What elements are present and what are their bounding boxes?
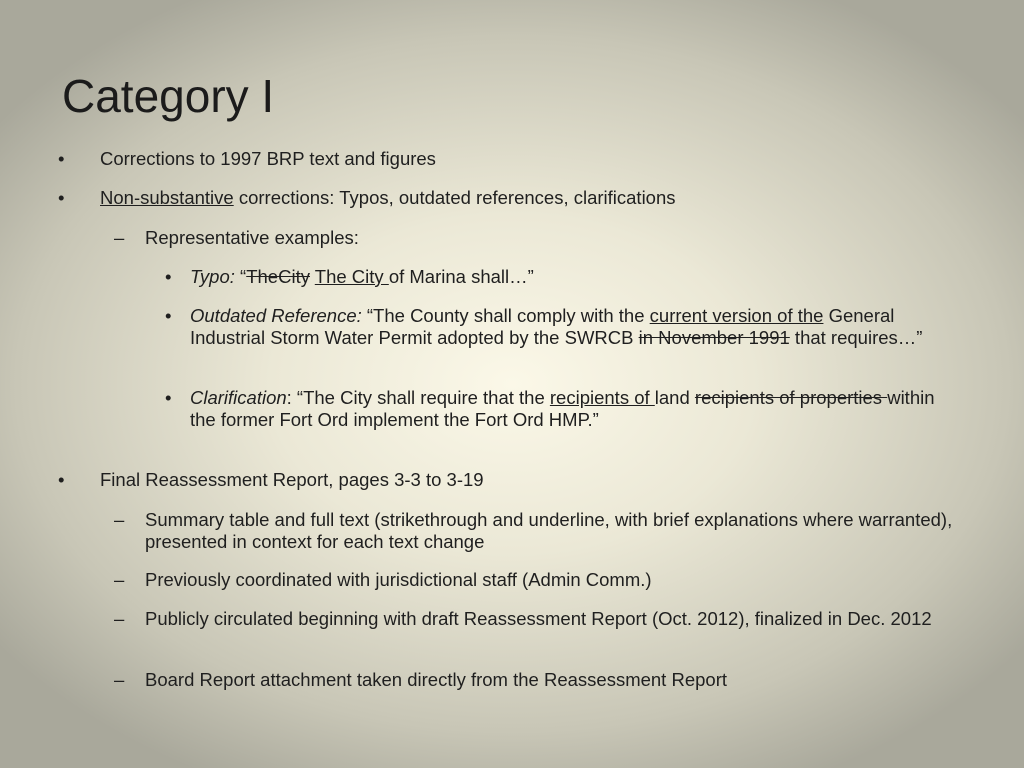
bullet-marker: • <box>165 387 172 408</box>
inserted-text: recipients of <box>549 387 655 408</box>
underlined-term: Non-substantive <box>100 187 234 208</box>
bullet-non-substantive <box>58 187 960 209</box>
bullet-final-reassessment-report <box>58 469 960 491</box>
sub-bullet-publicly-circulated <box>114 608 975 630</box>
sub-bullet-text: Board Report attachment taken directly from the Reassessment Report <box>145 669 727 690</box>
bullet-text: Final Reassessment Report, pages 3-3 to 3-19 <box>100 469 484 490</box>
example-label: Outdated Reference: <box>190 305 362 326</box>
dash-marker: – <box>114 669 125 690</box>
example-text: General Industrial Storm Water Permit adopted by the SWRCB <box>190 305 895 348</box>
example-text: that requires…” <box>789 327 923 348</box>
example-label: Clarification <box>190 387 287 408</box>
inserted-text: The City <box>314 266 389 287</box>
example-label: Typo: <box>190 266 235 287</box>
struck-text: recipients of properties <box>694 387 888 408</box>
example-text: within the former Fort Ord implement the Fort Ord HMP.” <box>190 387 935 430</box>
inserted-text: current version of the <box>649 305 824 326</box>
bullet-text: corrections: Typos, outdated references, clarifications <box>233 187 676 208</box>
struck-text: in November 1991 <box>638 327 790 348</box>
sub-bullet-text: Representative examples: <box>145 227 359 248</box>
sub-bullet-representative-examples <box>114 227 975 249</box>
sub-bullet-previously-coordinated <box>114 569 975 591</box>
example-text: : “The City shall require that the <box>286 387 550 408</box>
bullet-marker: • <box>58 187 65 208</box>
bullet-text: Corrections to 1997 BRP text and figures <box>100 148 436 169</box>
dash-marker: – <box>114 509 125 530</box>
example-text: “ <box>234 266 247 287</box>
bullet-marker: • <box>58 148 65 169</box>
sub-bullet-text: Previously coordinated with jurisdictional staff (Admin Comm.) <box>145 569 652 590</box>
bullet-corrections <box>58 148 960 170</box>
example-text: “The County shall comply with the <box>361 305 650 326</box>
dash-marker: – <box>114 569 125 590</box>
sub-bullet-summary-table <box>114 509 975 553</box>
example-outdated-reference <box>165 305 950 349</box>
example-clarification <box>165 387 950 431</box>
sub-bullet-text: Summary table and full text (strikethrough and underline, with brief explanations where warranted), presented in context for each text change <box>145 509 953 552</box>
dash-marker: – <box>114 227 125 248</box>
struck-text: TheCity <box>246 266 310 287</box>
dash-marker: – <box>114 608 125 629</box>
sub-bullet-text: Publicly circulated beginning with draft Reassessment Report (Oct. 2012), finalized in Dec. 2012 <box>145 608 932 629</box>
bullet-marker: • <box>165 305 172 326</box>
example-typo <box>165 266 950 288</box>
bullet-marker: • <box>58 469 65 490</box>
slide-title: Category I <box>62 70 275 122</box>
sub-bullet-board-report <box>114 669 975 691</box>
example-text: of Marina shall…” <box>388 266 534 287</box>
example-text: land <box>654 387 695 408</box>
bullet-marker: • <box>165 266 172 287</box>
